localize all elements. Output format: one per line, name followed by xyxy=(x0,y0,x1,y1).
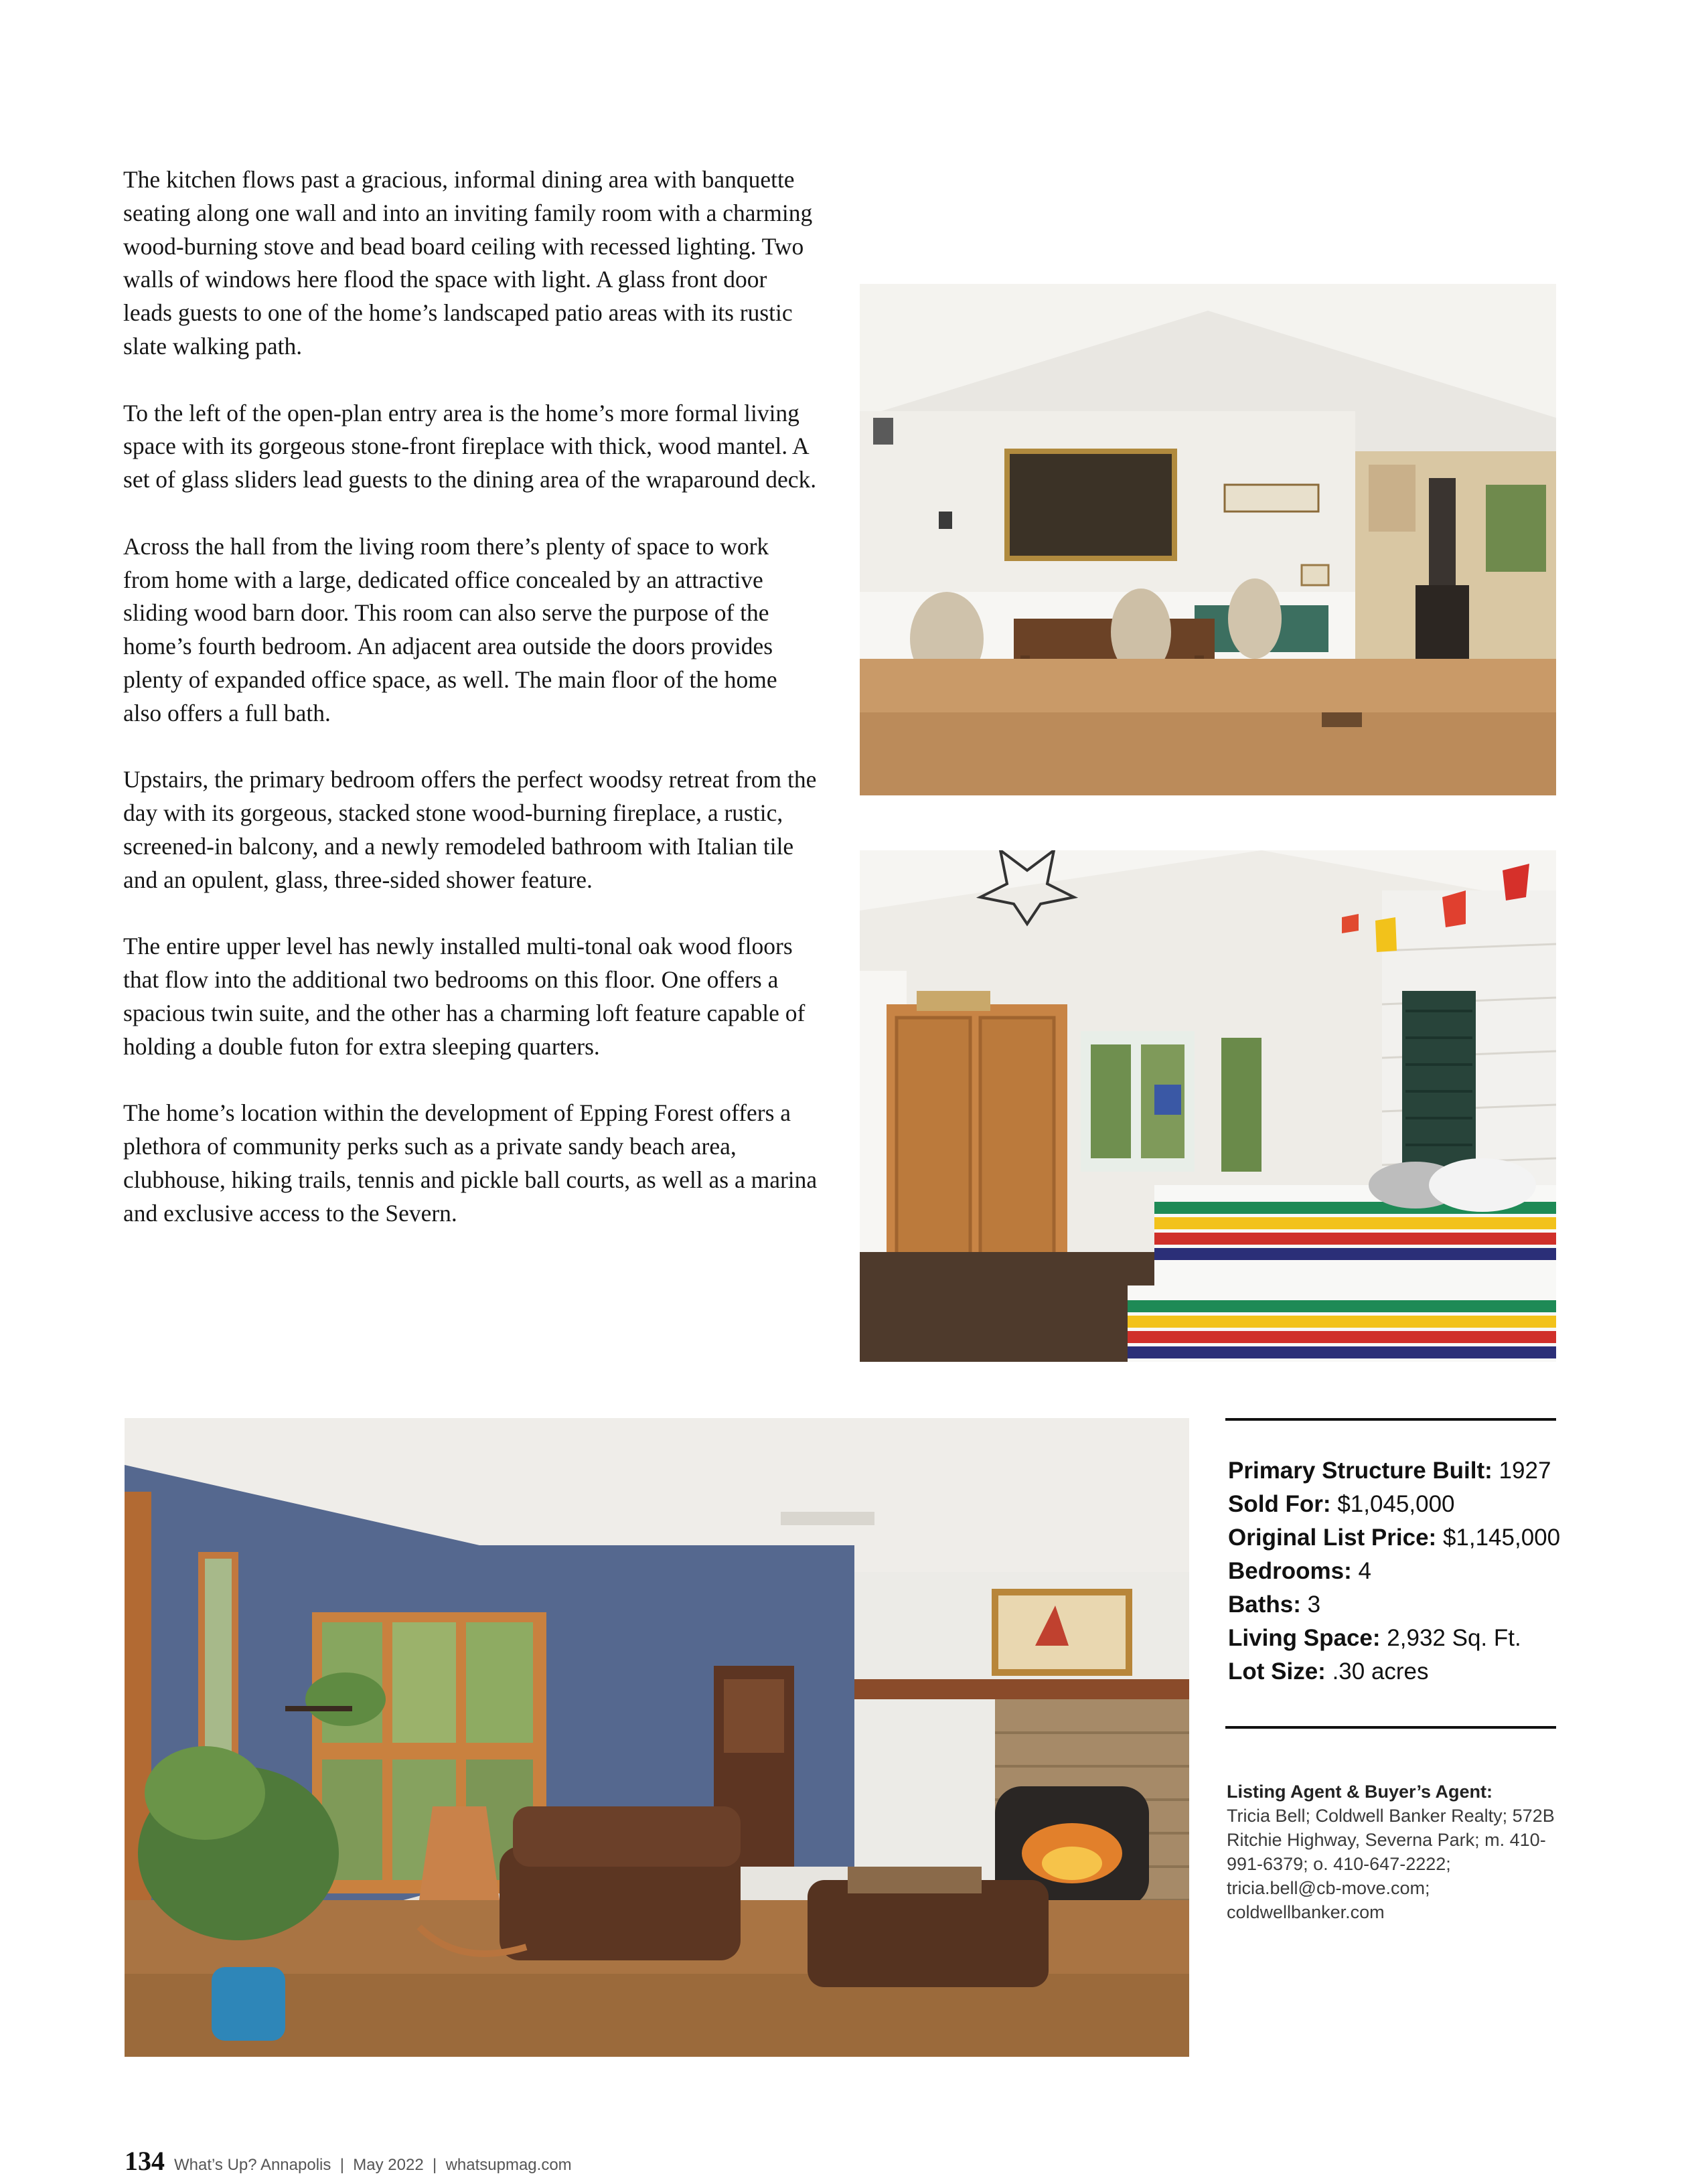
fact-lot-size xyxy=(1228,1655,1559,1689)
agent-details: Tricia Bell; Coldwell Banker Realty; 572B Ritchie Highway, Severna Park; m. 410-991-6379; o. 410-647-2222; tricia.bell@cb-move.com; coldwellbanker.com xyxy=(1227,1806,1555,1922)
fact-value: $1,045,000 xyxy=(1337,1491,1455,1517)
article-paragraph: Upstairs, the primary bedroom offers the perfect woodsy retreat from the day with its gorgeous, stacked stone wood-burning fireplace, a rustic, screened-in balcony, and a newly remodeled bathroom with Italian tile and an opulent, glass, three-sided shower feature. xyxy=(123,766,817,893)
fact-list-price xyxy=(1228,1521,1559,1555)
living-room-photo xyxy=(125,1418,1189,2057)
fact-baths xyxy=(1228,1588,1559,1622)
fact-value: 3 xyxy=(1307,1591,1321,1618)
fact-label: Sold For: xyxy=(1228,1491,1331,1517)
fact-label: Baths: xyxy=(1228,1591,1301,1618)
article-paragraph: The entire upper level has newly installed multi-tonal oak wood floors that flow into the additional two bedrooms on this floor. One offers a spacious twin suite, and the other has a charming loft feature capable of holding a double futon for extra sleeping quarters. xyxy=(123,933,806,1060)
bedroom-illustration xyxy=(860,850,1556,1362)
fact-label: Lot Size: xyxy=(1228,1658,1326,1685)
fact-label: Original List Price: xyxy=(1228,1525,1437,1551)
facts-bottom-rule xyxy=(1225,1726,1556,1729)
fact-sold-for xyxy=(1228,1488,1559,1521)
fact-year-built xyxy=(1228,1454,1559,1488)
property-facts xyxy=(1228,1454,1559,1689)
article-paragraph: The kitchen flows past a gracious, informal dining area with banquette seating along one wall and into an inviting family room with a charming wood-burning stove and bead board ceiling with recessed lighting. Two walls of windows here flood the space with light. A glass front door leads guests to one of the home’s landscaped patio areas with its rustic slate walking path. xyxy=(123,166,813,360)
dining-room-illustration xyxy=(860,284,1556,795)
agent-heading: Listing Agent & Buyer’s Agent: xyxy=(1227,1782,1493,1802)
fact-value: $1,145,000 xyxy=(1442,1525,1561,1551)
article-paragraph: Across the hall from the living room there’s plenty of space to work from home with a large, dedicated office concealed by an attractive sliding wood barn door. This room can also serve the purpose of the home’s fourth bedroom. An adjacent area outside the doors provides plenty of expanded office space, as well. The main floor of the home also offers a full bath. xyxy=(123,532,777,726)
fact-value: 1927 xyxy=(1499,1458,1551,1484)
page-footer xyxy=(125,2145,572,2175)
living-room-illustration xyxy=(125,1418,1189,2057)
bedroom-photo xyxy=(860,850,1556,1362)
article-paragraph: The home’s location within the development of Epping Forest offers a plethora of community perks such as a private sandy beach area, clubhouse, hiking trails, tennis and pickle ball courts, as well as a marina and exclusive access to the Severn. xyxy=(123,1099,818,1227)
article-body xyxy=(123,163,820,1263)
footer-publication: What’s Up? Annapolis | May 2022 | whatsupmag.com xyxy=(174,2156,572,2174)
agent-info xyxy=(1227,1780,1555,1924)
fact-value: .30 acres xyxy=(1332,1658,1429,1685)
fact-label: Living Space: xyxy=(1228,1625,1381,1651)
fact-value: 4 xyxy=(1358,1558,1371,1584)
article-paragraph: To the left of the open-plan entry area is the home’s more formal living space with its gorgeous stone-front fireplace with thick, wood mantel. A set of glass sliders lead guests to the dining area of the wraparound deck. xyxy=(123,399,817,493)
fact-label: Bedrooms: xyxy=(1228,1558,1352,1584)
facts-top-rule xyxy=(1225,1418,1556,1421)
dining-room-photo xyxy=(860,284,1556,795)
fact-value: 2,932 Sq. Ft. xyxy=(1387,1625,1521,1651)
page-number: 134 xyxy=(125,2146,165,2176)
fact-bedrooms xyxy=(1228,1555,1559,1588)
fact-living-space xyxy=(1228,1622,1559,1655)
fact-label: Primary Structure Built: xyxy=(1228,1458,1493,1484)
